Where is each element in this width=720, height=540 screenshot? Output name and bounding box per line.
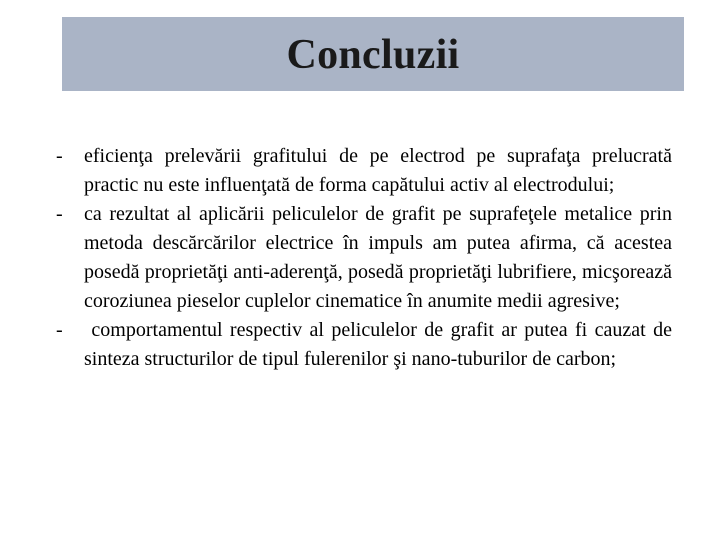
bullet-text: comportamentul respectiv al peliculelor de grafit ar putea fi cauzat de sinteza structurilor de tipul fulerenilor şi nano-tuburilor de carbon; xyxy=(84,319,678,370)
title-bar xyxy=(62,17,684,91)
bullet-marker: - xyxy=(56,145,63,167)
bullet-item-2 xyxy=(54,200,682,316)
bullet-marker: - xyxy=(56,203,63,225)
bullet-text: ca rezultat al aplicării peliculelor de grafit pe suprafeţele metalice prin metoda descărcărilor electrice în impuls am putea afirma, că acestea posedă proprietăţi anti-aderenţă, posedă proprietăţi lubrifiere, micşorează coroziunea pieselor cuplelor cinematice în anumite medii agresive; xyxy=(84,203,682,312)
bullet-list xyxy=(54,142,682,374)
slide-title: Concluzii xyxy=(286,32,460,78)
bullet-marker: - xyxy=(56,319,63,341)
bullet-item-1 xyxy=(54,142,672,200)
bullet-text: eficienţa prelevării grafitului de pe electrod pe suprafaţa prelucrată practic nu este influenţată de forma capătului activ al electrodului; xyxy=(84,145,672,196)
bullet-item-3 xyxy=(54,316,678,374)
